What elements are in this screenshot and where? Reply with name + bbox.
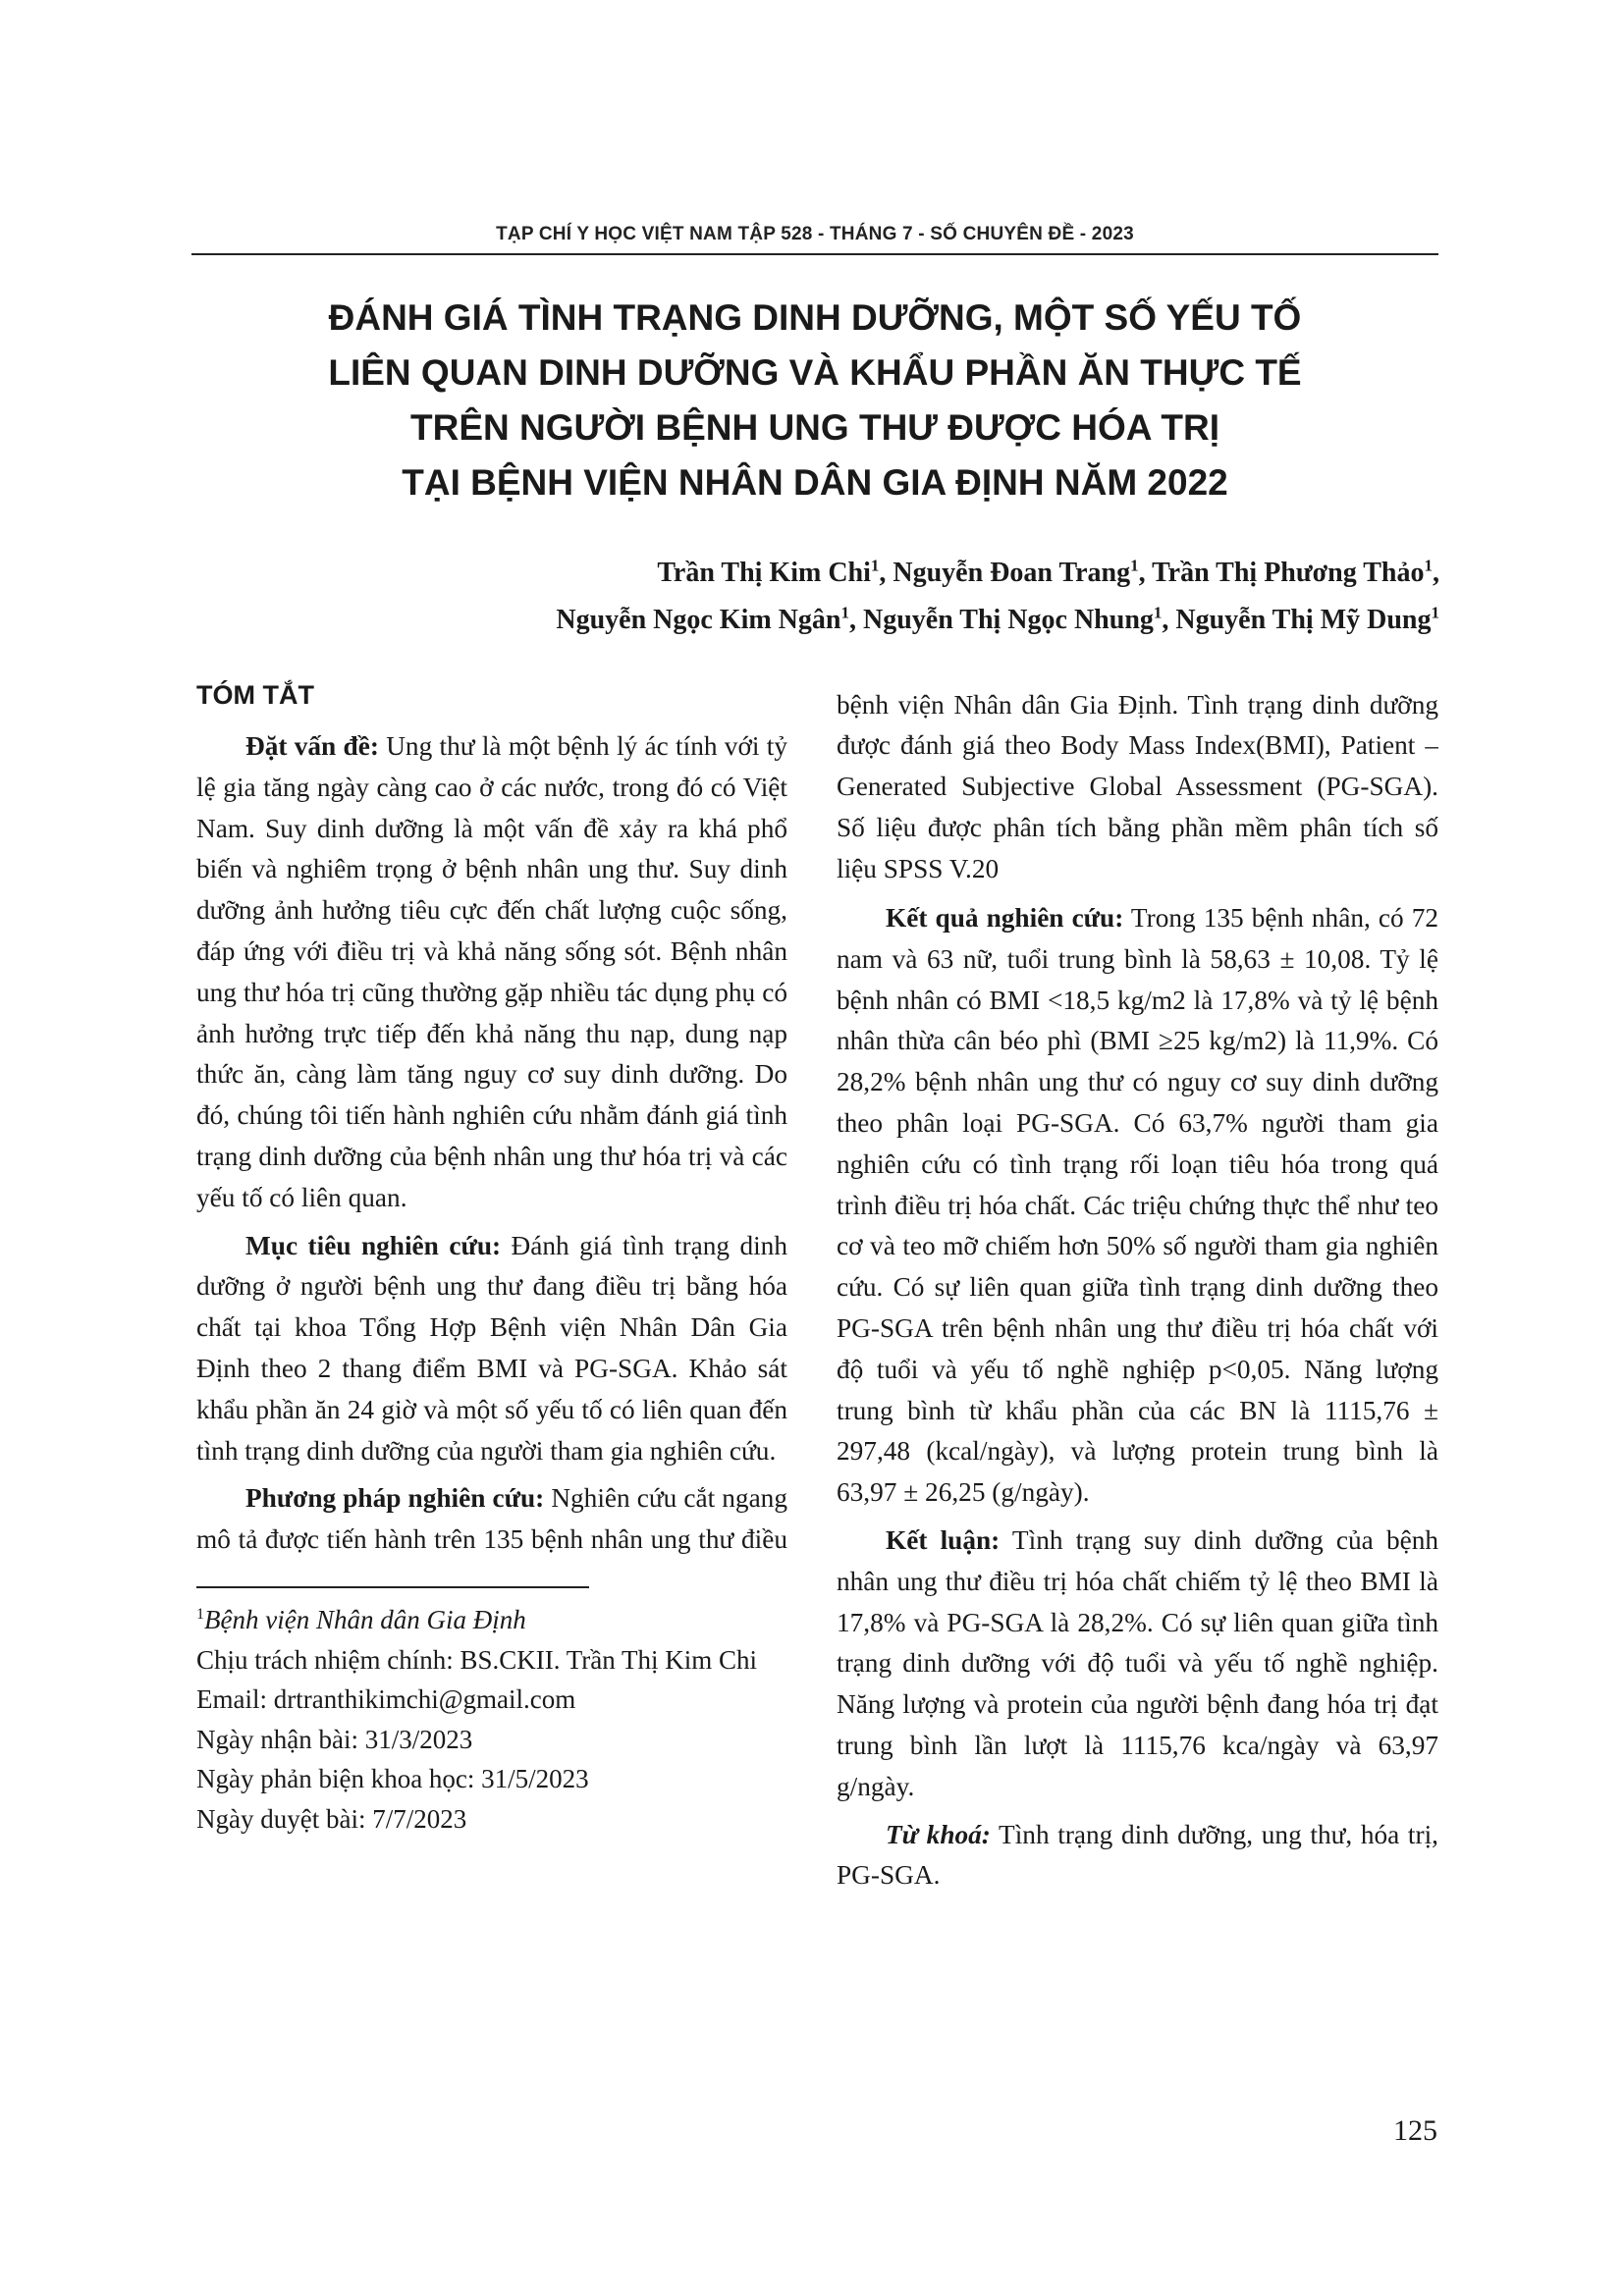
author-line-2 — [192, 597, 1439, 644]
affiliation-text: Bệnh viện Nhân dân Gia Định — [204, 1605, 526, 1635]
affiliation-mark: 1 — [1130, 556, 1139, 575]
paragraph-keywords — [837, 1815, 1438, 1897]
author-name: Trần Thị Kim Chi — [657, 558, 871, 588]
author-name: Nguyễn Thị Mỹ Dung — [1175, 605, 1432, 635]
conclusion-label: Kết luận: — [886, 1524, 1001, 1555]
title-line-1: ĐÁNH GIÁ TÌNH TRẠNG DINH DƯỠNG, MỘT SỐ YẾU TỐ — [328, 297, 1302, 338]
left-column — [196, 677, 787, 1839]
affiliation-mark: 1 — [1424, 556, 1433, 575]
author-name: Trần Thị Phương Thảo — [1152, 558, 1425, 588]
affiliation-mark: 1 — [870, 556, 880, 575]
author-line-1 — [192, 550, 1439, 597]
affiliation-mark: 1 — [840, 603, 849, 622]
keywords-text: Tình trạng dinh dưỡng, ung thư, hóa trị, PG-SGA. — [837, 1819, 1438, 1891]
title-line-3: TRÊN NGƯỜI BỆNH UNG THƯ ĐƯỢC HÓA TRỊ — [410, 407, 1219, 448]
paragraph-conclusion — [837, 1521, 1438, 1808]
paragraph-objective — [196, 1226, 787, 1472]
background-label: Đặt vấn đề: — [245, 731, 379, 761]
author-name: Nguyễn Thị Ngọc Nhung — [862, 605, 1154, 635]
footnote-affiliation — [196, 1600, 787, 1640]
page-number: 125 — [1393, 2114, 1437, 2147]
author-separator: , — [879, 558, 893, 588]
results-label: Kết quả nghiên cứu: — [886, 903, 1124, 933]
author-separator: , — [1138, 558, 1153, 588]
keywords-label: Từ khoá: — [886, 1819, 991, 1849]
author-separator: , — [1162, 605, 1176, 635]
author-separator: , — [1433, 558, 1439, 588]
background-text: Ung thư là một bệnh lý ác tính với tỷ lệ gia tăng ngày càng cao ở các nước, trong đó có Việt Nam. Suy dinh dưỡng là một vấn đề xảy ra khá phổ biến và nghiêm trọng ở bệnh nhân ung thư. Suy dinh dưỡng ảnh hưởng tiêu cực đến chất lượng cuộc sống, đáp ứng với điều trị và khả năng sống sót. Bệnh nhân ung thư hóa trị cũng thường gặp nhiều tác dụng phụ có ảnh hưởng trực tiếp đến khả năng thu nạp, dung nạp thức ăn, càng làm tăng nguy cơ suy dinh dưỡng. Do đó, chúng tôi tiến hành nghiên cứu nhằm đánh giá tình trạng dinh dưỡng của bệnh nhân ung thư hóa trị và các yếu tố có liên quan. — [196, 731, 787, 1212]
header-rule — [191, 253, 1438, 255]
journal-header: TẠP CHÍ Y HỌC VIỆT NAM TẬP 528 - THÁNG 7 - SỐ CHUYÊN ĐỀ - 2023 — [496, 224, 1134, 244]
abstract-heading: TÓM TẮT — [196, 680, 314, 710]
footnote-reviewed: Ngày phản biện khoa học: 31/5/2023 — [196, 1764, 589, 1794]
methods-text-continued: bệnh viện Nhân dân Gia Định. Tình trạng dinh dưỡng được đánh giá theo Body Mass Index(BMI), Patient – Generated Subjective Global Assessment (PG-SGA). Số liệu được phân tích bằng phần mềm phân tích số liệu SPSS V.20 — [837, 689, 1438, 883]
affiliation-mark: 1 — [1153, 603, 1163, 622]
footnote-mark: 1 — [196, 1606, 204, 1624]
title-line-2: LIÊN QUAN DINH DƯỠNG VÀ KHẨU PHẦN ĂN THỰC TẾ — [328, 352, 1302, 393]
footnote-email: Email: drtranthikimchi@gmail.com — [196, 1684, 576, 1715]
author-separator: , — [848, 605, 863, 635]
footnote-rule — [196, 1586, 589, 1588]
paragraph-results — [837, 898, 1438, 1514]
objective-text: Đánh giá tình trạng dinh dưỡng ở người bệnh ung thư đang điều trị bằng hóa chất tại khoa Tổng Hợp Bệnh viện Nhân Dân Gia Định theo 2 thang điểm BMI và PG-SGA. Khảo sát khẩu phần ăn 24 giờ và một số yếu tố có liên quan đến tình trạng dinh dưỡng của người tham gia nghiên cứu. — [196, 1230, 787, 1466]
objective-label: Mục tiêu nghiên cứu: — [245, 1230, 502, 1260]
author-name: Nguyễn Đoan Trang — [893, 558, 1131, 588]
paragraph-methods — [196, 1478, 787, 1561]
author-list — [192, 550, 1439, 644]
conclusion-text: Tình trạng suy dinh dưỡng của bệnh nhân ung thư điều trị hóa chất chiếm tỷ lệ theo BMI là 17,8% và PG-SGA là 28,2%. Có sự liên quan giữa tình trạng dinh dưỡng với độ tuổi và yếu tố nghề nghiệp. Năng lượng và protein của người bệnh đang hóa trị đạt trung bình lần lượt là 1115,76 kca/ngày và 63,97 g/ngày. — [837, 1524, 1439, 1801]
results-text: Trong 135 bệnh nhân, có 72 nam và 63 nữ, tuổi trung bình là 58,63 ± 10,08. Tỷ lệ bệnh nhân có BMI <18,5 kg/m2 là 17,8% và tỷ lệ bệnh nhân thừa cân béo phì (BMI ≥25 kg/m2) là 11,9%. Có 28,2% bệnh nhân ung thư có nguy cơ suy dinh dưỡng theo phân loại PG-SGA. Có 63,7% người tham gia nghiên cứu có tình trạng rối loạn tiêu hóa trong quá trình điều trị hóa chất. Các triệu chứng thực thể như teo cơ và teo mỡ chiếm hơn 50% số người tham gia nghiên cứu. Có sự liên quan giữa tình trạng dinh dưỡng theo PG-SGA trên bệnh nhân ung thư điều trị hóa chất với độ tuổi và yếu tố nghề nghiệp p<0,05. Năng lượng trung bình từ khẩu phần của các BN là 1115,76 ± 297,48 (kcal/ngày), và lượng protein trung bình là 63,97 ± 26,25 (g/ngày). — [837, 903, 1438, 1508]
paragraph-methods-cont — [837, 685, 1438, 891]
article-title — [191, 291, 1438, 510]
right-column — [837, 685, 1438, 1903]
affiliation-mark: 1 — [1431, 603, 1439, 622]
methods-label: Phương pháp nghiên cứu: — [245, 1483, 545, 1514]
footnote-received: Ngày nhận bài: 31/3/2023 — [196, 1724, 473, 1754]
footnote-accepted: Ngày duyệt bài: 7/7/2023 — [196, 1803, 467, 1834]
title-line-4: TẠI BỆNH VIỆN NHÂN DÂN GIA ĐỊNH NĂM 2022 — [402, 462, 1228, 503]
paragraph-background — [196, 726, 787, 1219]
methods-text: Nghiên cứu cắt ngang mô tả được tiến hành trên 135 bệnh nhân ung thư điều — [196, 1483, 787, 1555]
author-name: Nguyễn Ngọc Kim Ngân — [556, 605, 841, 635]
footnote-corresponding: Chịu trách nhiệm chính: BS.CKII. Trần Thị Kim Chi — [196, 1644, 758, 1675]
